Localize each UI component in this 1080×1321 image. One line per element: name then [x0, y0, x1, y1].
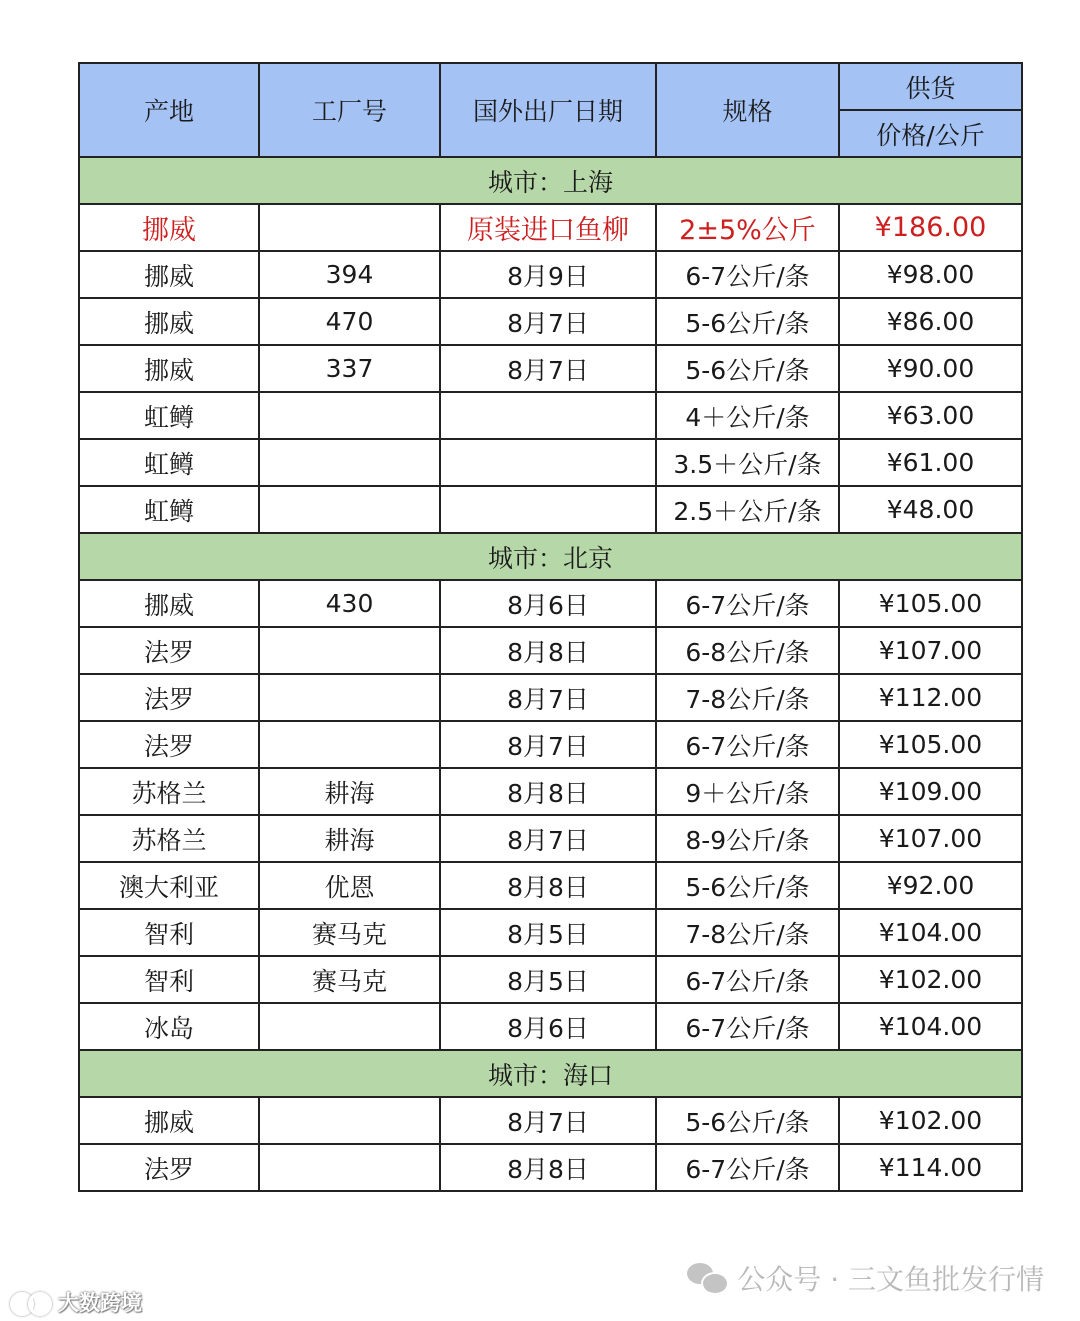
cell-spec: 9＋公斤/条: [656, 768, 839, 815]
cell-price: ¥186.00: [839, 204, 1022, 251]
table-row: [79, 486, 1022, 533]
header-price-per-kg: 价格/公斤: [839, 110, 1022, 157]
cell-price: ¥104.00: [839, 1003, 1022, 1050]
cell-date: [440, 486, 656, 533]
cell-origin: 挪威: [79, 204, 259, 251]
cell-factory: 430: [259, 580, 440, 627]
cell-factory: [259, 486, 440, 533]
cell-date: 8月8日: [440, 768, 656, 815]
table-row: [79, 392, 1022, 439]
cell-date: 8月6日: [440, 580, 656, 627]
cell-spec: 5-6公斤/条: [656, 298, 839, 345]
table-row: [79, 956, 1022, 1003]
cell-date: 8月7日: [440, 674, 656, 721]
cell-price: ¥105.00: [839, 721, 1022, 768]
cell-origin: 智利: [79, 956, 259, 1003]
cell-date: 8月8日: [440, 1144, 656, 1191]
logo-icon: [10, 1289, 54, 1315]
table-row: [79, 580, 1022, 627]
cell-price: ¥98.00: [839, 251, 1022, 298]
city-label: 城市：北京: [79, 533, 1022, 580]
header-factory: 工厂号: [259, 63, 440, 157]
cell-spec: 6-7公斤/条: [656, 721, 839, 768]
cell-factory: [259, 392, 440, 439]
cell-spec: 6-7公斤/条: [656, 1144, 839, 1191]
cell-date: 8月9日: [440, 251, 656, 298]
cell-factory: [259, 204, 440, 251]
cell-origin: 挪威: [79, 251, 259, 298]
cell-spec: 6-7公斤/条: [656, 956, 839, 1003]
table-row: [79, 862, 1022, 909]
cell-origin: 挪威: [79, 1097, 259, 1144]
table-row: [79, 721, 1022, 768]
cell-origin: 冰岛: [79, 1003, 259, 1050]
table-row: [79, 1097, 1022, 1144]
cell-spec: 2±5%公斤: [656, 204, 839, 251]
cell-date: 8月7日: [440, 1097, 656, 1144]
cell-factory: 337: [259, 345, 440, 392]
city-label: 城市：海口: [79, 1050, 1022, 1097]
cell-price: ¥109.00: [839, 768, 1022, 815]
table-row: [79, 345, 1022, 392]
table-row: [79, 909, 1022, 956]
cell-price: ¥102.00: [839, 1097, 1022, 1144]
table-row: [79, 627, 1022, 674]
cell-origin: 智利: [79, 909, 259, 956]
header-origin: 产地: [79, 63, 259, 157]
cell-factory: [259, 439, 440, 486]
cell-factory: 470: [259, 298, 440, 345]
cell-date: [440, 439, 656, 486]
cell-origin: 挪威: [79, 345, 259, 392]
cell-date: 8月7日: [440, 298, 656, 345]
cell-spec: 6-7公斤/条: [656, 251, 839, 298]
cell-origin: 澳大利亚: [79, 862, 259, 909]
cell-price: ¥90.00: [839, 345, 1022, 392]
cell-spec: 7-8公斤/条: [656, 909, 839, 956]
header-supply: 供货: [839, 63, 1022, 110]
watermark-brand-text: 大数跨境: [58, 1291, 142, 1315]
table-body: [79, 63, 1022, 1191]
cell-date: 8月7日: [440, 721, 656, 768]
cell-spec: 6-7公斤/条: [656, 1003, 839, 1050]
cell-spec: 3.5＋公斤/条: [656, 439, 839, 486]
table-row: [79, 251, 1022, 298]
cell-spec: 2.5＋公斤/条: [656, 486, 839, 533]
city-row: [79, 533, 1022, 580]
cell-factory: [259, 1003, 440, 1050]
wechat-icon: [687, 1261, 727, 1295]
cell-price: ¥61.00: [839, 439, 1022, 486]
cell-origin: 苏格兰: [79, 815, 259, 862]
header-spec: 规格: [656, 63, 839, 157]
cell-origin: 法罗: [79, 721, 259, 768]
cell-spec: 5-6公斤/条: [656, 1097, 839, 1144]
cell-date: [440, 392, 656, 439]
table-row: [79, 674, 1022, 721]
watermark-public-account-text: 公众号 · 三文鱼批发行情: [737, 1263, 1044, 1296]
table-row: [79, 1144, 1022, 1191]
cell-date: 8月5日: [440, 956, 656, 1003]
price-table: [78, 62, 1023, 1192]
header-date: 国外出厂日期: [440, 63, 656, 157]
cell-factory: 耕海: [259, 815, 440, 862]
cell-factory: 耕海: [259, 768, 440, 815]
cell-origin: 挪威: [79, 580, 259, 627]
header-row: [79, 63, 1022, 110]
cell-price: ¥63.00: [839, 392, 1022, 439]
cell-price: ¥104.00: [839, 909, 1022, 956]
cell-price: ¥114.00: [839, 1144, 1022, 1191]
cell-origin: 虹鳟: [79, 486, 259, 533]
cell-origin: 虹鳟: [79, 392, 259, 439]
cell-origin: 法罗: [79, 674, 259, 721]
watermark-brand: [10, 1287, 142, 1317]
cell-spec: 8-9公斤/条: [656, 815, 839, 862]
city-row: [79, 157, 1022, 204]
cell-factory: 优恩: [259, 862, 440, 909]
cell-date: 8月6日: [440, 1003, 656, 1050]
cell-price: ¥105.00: [839, 580, 1022, 627]
cell-price: ¥48.00: [839, 486, 1022, 533]
cell-factory: [259, 1097, 440, 1144]
cell-date: 原装进口鱼柳: [440, 204, 656, 251]
cell-spec: 4＋公斤/条: [656, 392, 839, 439]
cell-origin: 苏格兰: [79, 768, 259, 815]
cell-date: 8月7日: [440, 345, 656, 392]
cell-price: ¥107.00: [839, 627, 1022, 674]
cell-factory: [259, 627, 440, 674]
cell-factory: [259, 721, 440, 768]
cell-origin: 法罗: [79, 1144, 259, 1191]
table-row: [79, 439, 1022, 486]
cell-spec: 7-8公斤/条: [656, 674, 839, 721]
table-row: [79, 204, 1022, 251]
cell-date: 8月5日: [440, 909, 656, 956]
cell-date: 8月8日: [440, 862, 656, 909]
watermark-public-account: [687, 1258, 1044, 1298]
table-row: [79, 1003, 1022, 1050]
cell-spec: 5-6公斤/条: [656, 862, 839, 909]
cell-factory: 赛马克: [259, 909, 440, 956]
cell-factory: [259, 674, 440, 721]
cell-price: ¥86.00: [839, 298, 1022, 345]
cell-spec: 5-6公斤/条: [656, 345, 839, 392]
cell-factory: 394: [259, 251, 440, 298]
cell-price: ¥92.00: [839, 862, 1022, 909]
cell-date: 8月7日: [440, 815, 656, 862]
cell-origin: 法罗: [79, 627, 259, 674]
cell-spec: 6-8公斤/条: [656, 627, 839, 674]
cell-price: ¥107.00: [839, 815, 1022, 862]
cell-factory: 赛马克: [259, 956, 440, 1003]
table-row: [79, 298, 1022, 345]
table-row: [79, 815, 1022, 862]
cell-price: ¥102.00: [839, 956, 1022, 1003]
cell-spec: 6-7公斤/条: [656, 580, 839, 627]
table-row: [79, 768, 1022, 815]
cell-origin: 挪威: [79, 298, 259, 345]
cell-origin: 虹鳟: [79, 439, 259, 486]
city-row: [79, 1050, 1022, 1097]
cell-factory: [259, 1144, 440, 1191]
city-label: 城市：上海: [79, 157, 1022, 204]
cell-price: ¥112.00: [839, 674, 1022, 721]
cell-date: 8月8日: [440, 627, 656, 674]
